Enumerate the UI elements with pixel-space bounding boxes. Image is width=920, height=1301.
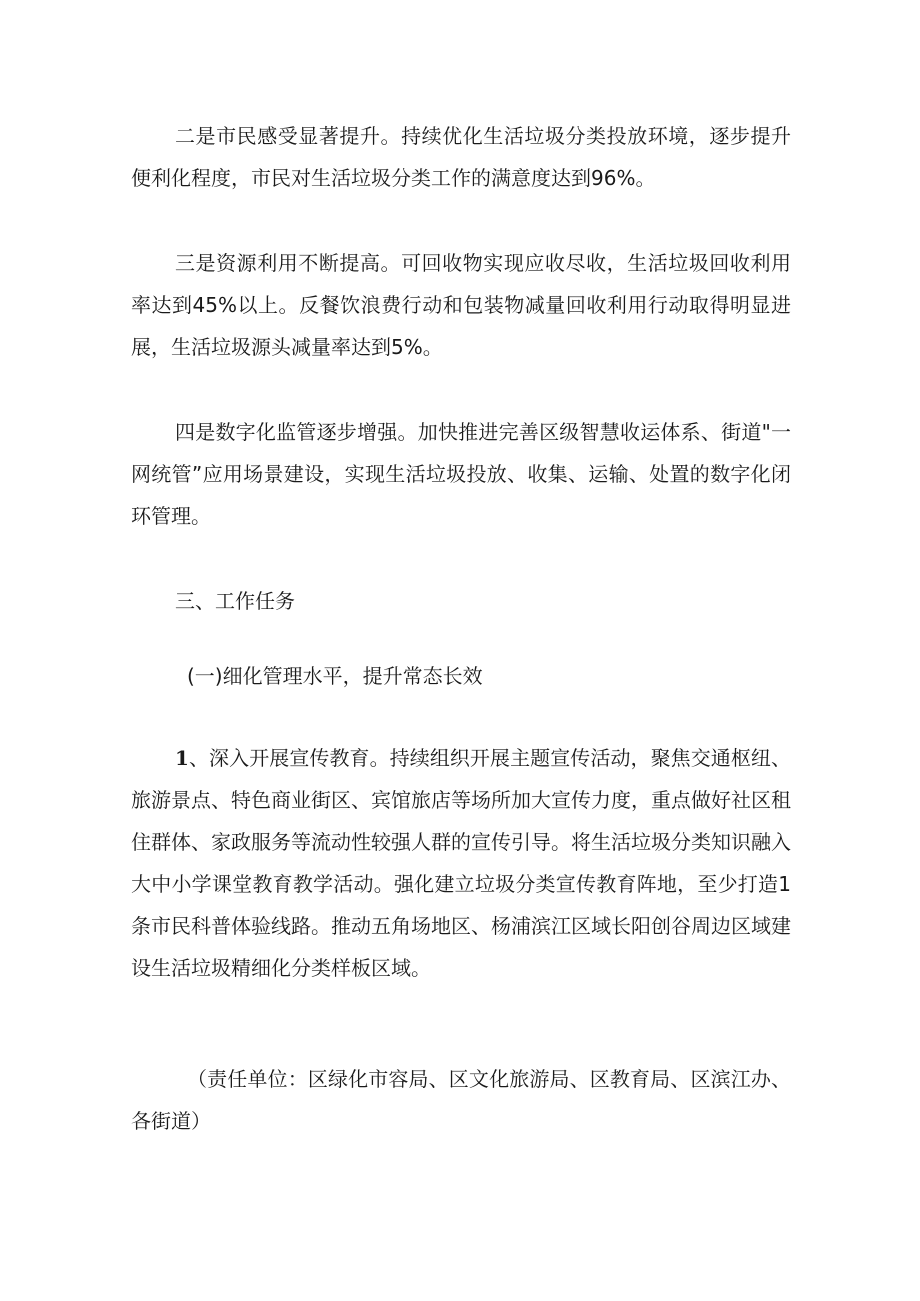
task-number: 1 bbox=[175, 746, 189, 770]
section-heading-work-tasks: 三、工作任务 bbox=[175, 589, 295, 613]
subsection-heading-management: (一)细化管理水平，提升常态长效 bbox=[187, 664, 483, 688]
paragraph-citizen-satisfaction: 二是市民感受显著提升。持续优化生活垃圾分类投放环境，逐步提升便利化程度，市民对生活垃圾分类工作的满意度达到96%。 bbox=[131, 124, 791, 190]
paragraph-resource-utilization: 三是资源利用不断提高。可回收物实现应收尽收，生活垃圾回收利用率达到45%以上。反餐饮浪费行动和包装物减量回收利用行动取得明显进展，生活垃圾源头减量率达到5%。 bbox=[131, 251, 791, 359]
task-text: 、深入开展宣传教育。持续组织开展主题宣传活动，聚焦交通枢纽、旅游景点、特色商业街区、宾馆旅店等场所加大宣传力度，重点做好社区租住群体、家政服务等流动性较强人群的宣传引导。将生活垃圾分类知识融入大中小学课堂教育教学活动。强化建立垃圾分类宣传教育阵地，至少打造1条市民科普体验线路。推动五角场地区、杨浦滨江区域长阳创谷周边区域建设生活垃圾精细化分类样板区域。 bbox=[131, 746, 791, 980]
paragraph-digital-supervision: 四是数字化监管逐步增强。加快推进完善区级智慧收运体系、街道"一网统管”应用场景建设，实现生活垃圾投放、收集、运输、处置的数字化闭环管理。 bbox=[131, 420, 791, 528]
paragraph-responsibility: （责任单位：区绿化市容局、区文化旅游局、区教育局、区滨江办、各街道） bbox=[131, 1067, 791, 1133]
paragraph-task-1 bbox=[131, 737, 791, 989]
